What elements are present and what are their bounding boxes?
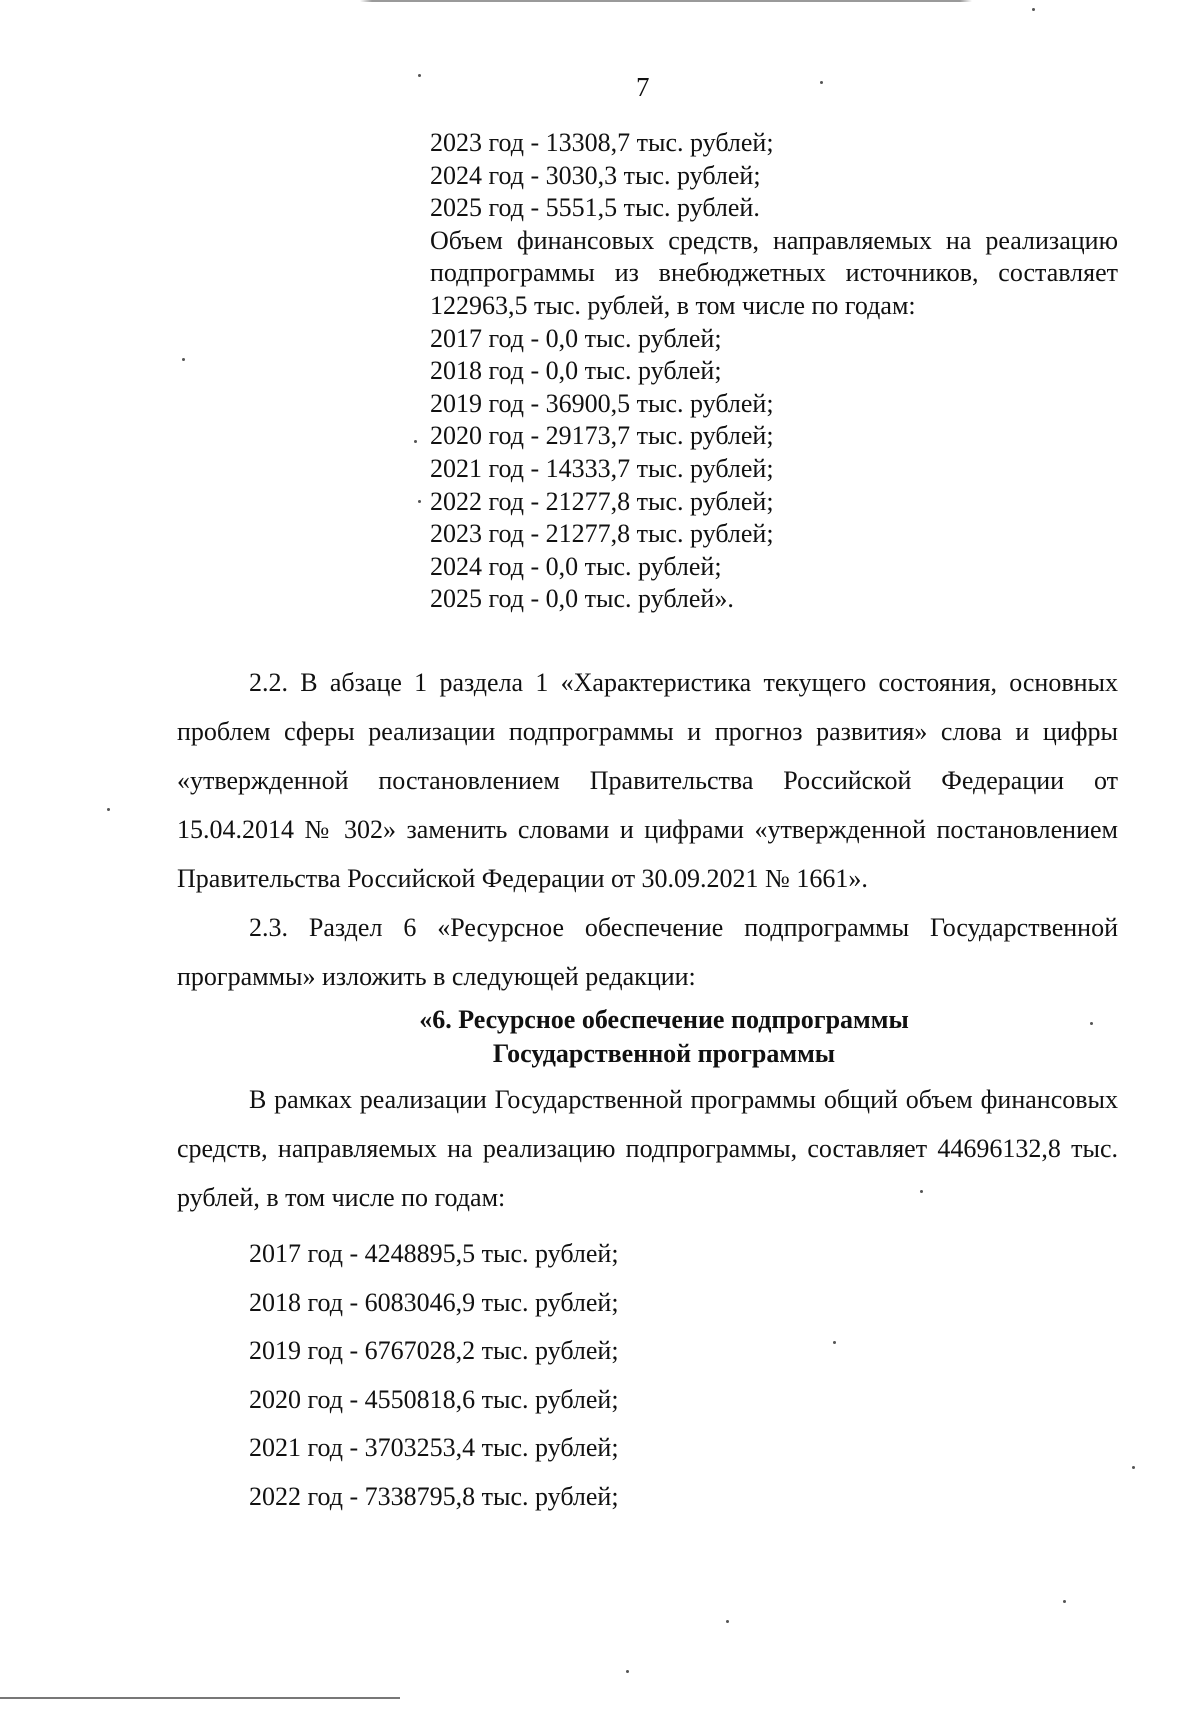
scan-speck	[920, 1190, 923, 1193]
year-line: 2025 год - 0,0 тыс. рублей».	[430, 584, 734, 614]
year-line: 2024 год - 3030,3 тыс. рублей;	[430, 160, 761, 190]
year-line: 2021 год - 14333,7 тыс. рублей;	[430, 453, 774, 483]
year-list-item: 2019 год - 6767028,2 тыс. рублей;	[249, 1336, 619, 1365]
document-body	[177, 658, 1118, 1521]
scan-speck	[107, 808, 110, 811]
scan-bottom-edge	[0, 1697, 400, 1699]
extrabudget-paragraph: Объем финансовых средств, направляемых на реализацию подпрограммы из внебюджетных источников, составляет 122963,5 тыс. рублей, в том числе по годам:	[430, 225, 1118, 320]
year-line: 2024 год - 0,0 тыс. рублей;	[430, 551, 722, 581]
scan-speck	[414, 440, 417, 443]
year-line: 2019 год - 36900,5 тыс. рублей;	[430, 388, 774, 418]
year-line: 2023 год - 21277,8 тыс. рублей;	[430, 519, 774, 549]
paragraph-2-2: 2.2. В абзаце 1 раздела 1 «Характеристика текущего состояния, основных проблем сферы реализации подпрограммы и прогноз развития» слова и цифры «утвержденной постановлением Правительства Российской Федерации от 15.04.2014 № 302» заменить словами и цифрами «утвержденной постановлением Правительства Российской Федерации от 30.09.2021 № 1661».	[177, 668, 1118, 893]
year-line: 2023 год - 13308,7 тыс. рублей;	[430, 128, 774, 157]
scan-speck	[1132, 1466, 1135, 1469]
year-line: 2018 год - 0,0 тыс. рублей;	[430, 356, 722, 386]
scan-speck	[418, 74, 421, 77]
scan-speck	[833, 1341, 836, 1344]
extrabudget-block	[430, 127, 1118, 616]
scan-speck	[820, 81, 823, 84]
paragraph-total-volume: В рамках реализации Государственной программы общий объем финансовых средств, направляемых на реализацию подпрограммы, составляет 44696132,8 тыс. рублей, в том числе по годам:	[177, 1085, 1118, 1212]
scan-speck	[1063, 1600, 1066, 1603]
scan-speck	[1090, 1022, 1093, 1025]
section-title-line-1: «6. Ресурсное обеспечение подпрограммы	[419, 1005, 909, 1034]
year-line: 2020 год - 29173,7 тыс. рублей;	[430, 421, 774, 451]
year-line: 2017 год - 0,0 тыс. рублей;	[430, 323, 722, 353]
page-number: 7	[636, 72, 650, 102]
scan-speck	[626, 1670, 629, 1673]
year-list	[249, 1230, 1118, 1521]
scan-speck	[1032, 8, 1035, 11]
section-title	[177, 1003, 1118, 1071]
scan-speck	[182, 358, 185, 361]
scan-top-edge	[0, 0, 1200, 2]
year-list-item: 2018 год - 6083046,9 тыс. рублей;	[249, 1287, 619, 1317]
scan-speck	[726, 1620, 729, 1623]
year-list-item: 2017 год - 4248895,5 тыс. рублей;	[249, 1239, 619, 1268]
year-list-item: 2020 год - 4550818,6 тыс. рублей;	[249, 1384, 619, 1414]
section-title-line-2: Государственной программы	[492, 1039, 836, 1068]
year-list-item: 2022 год - 7338795,8 тыс. рублей;	[249, 1481, 619, 1511]
paragraph-2-3: 2.3. Раздел 6 «Ресурсное обеспечение подпрограммы Государственной программы» изложить в следующей редакции:	[177, 913, 1118, 991]
scan-speck	[418, 500, 421, 503]
year-list-item: 2021 год - 3703253,4 тыс. рублей;	[249, 1433, 619, 1462]
year-line: 2022 год - 21277,8 тыс. рублей;	[430, 486, 774, 516]
year-line: 2025 год - 5551,5 тыс. рублей.	[430, 193, 760, 223]
